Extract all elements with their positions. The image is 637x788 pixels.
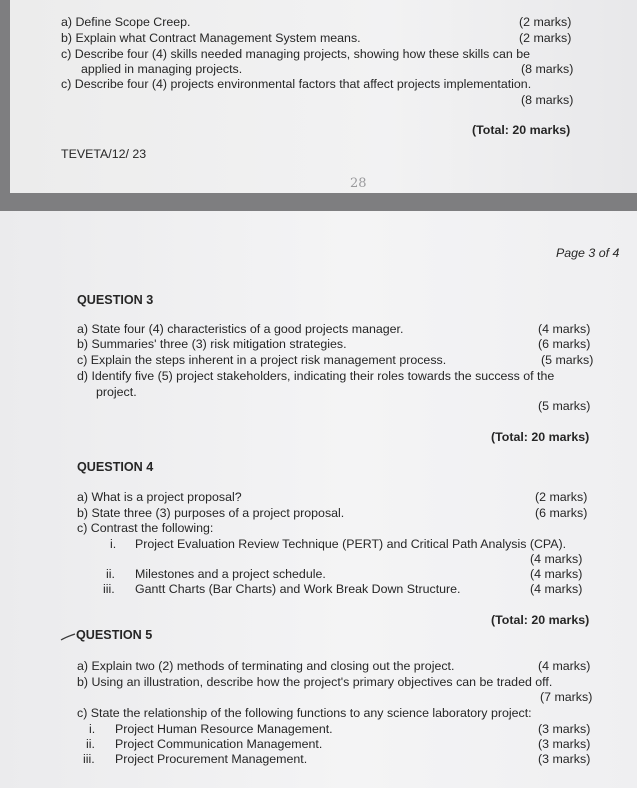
question-item-c: c) Describe four (4) skills needed managing projects, showing how these skills can be (61, 47, 531, 61)
marks: (4 marks) (530, 582, 583, 596)
subitem-number: i. (110, 537, 117, 551)
subitem: Milestones and a project schedule. (135, 567, 326, 581)
marks: (4 marks) (538, 322, 591, 336)
subitem: Project Procurement Management. (115, 752, 308, 766)
marks: (5 marks) (538, 399, 591, 413)
marks: (5 marks) (541, 353, 594, 367)
handwritten-page-number: 28 (350, 176, 367, 191)
question-item: c) State the relationship of the following functions to any science laboratory project: (77, 706, 532, 720)
marks: (6 marks) (535, 506, 588, 520)
subitem-number: iii. (103, 582, 115, 596)
marks: (3 marks) (538, 752, 591, 766)
subitem-number: ii. (106, 567, 115, 581)
marks: (3 marks) (538, 722, 591, 736)
subitem-number: i. (89, 722, 96, 736)
question-item: b) Using an illustration, describe how the project's primary objectives can be traded off. (77, 675, 553, 689)
question-5-title: QUESTION 5 (76, 628, 153, 642)
question-item: b) Summaries' three (3) risk mitigation strategies. (77, 337, 347, 351)
marks: (4 marks) (530, 567, 583, 581)
subitem: Project Human Resource Management. (115, 722, 333, 736)
subitem: Project Communication Management. (115, 737, 323, 751)
question-item-b: b) Explain what Contract Management System means. (61, 31, 361, 45)
subitem: Project Evaluation Review Technique (PERT) and Critical Path Analysis (CPA). (135, 537, 567, 551)
question-item: a) What is a project proposal? (77, 490, 242, 504)
question-item-c2: c) Describe four (4) projects environmental factors that affect projects implementation. (61, 77, 532, 91)
marks: (6 marks) (538, 337, 591, 351)
question-item: a) State four (4) characteristics of a good projects manager. (77, 322, 404, 336)
marks: (7 marks) (540, 690, 593, 704)
question-item: d) Identify five (5) project stakeholders, indicating their roles towards the success of the (77, 369, 555, 383)
question-item-a: a) Define Scope Creep. (61, 15, 191, 29)
question-4-title: QUESTION 4 (77, 460, 154, 474)
subitem: Gantt Charts (Bar Charts) and Work Break Down Structure. (135, 582, 461, 596)
question-item-c-cont: applied in managing projects. (81, 62, 243, 76)
total-marks: (Total: 20 marks) (491, 613, 590, 627)
page-number: Page 3 of 4 (556, 246, 620, 260)
question-3-title: QUESTION 3 (77, 293, 154, 307)
total-marks: (Total: 20 marks) (491, 430, 590, 444)
marks: (2 marks) (519, 15, 572, 29)
question-item-cont: project. (96, 385, 137, 399)
marks: (4 marks) (538, 659, 591, 673)
subitem-number: iii. (83, 752, 95, 766)
marks: (2 marks) (535, 490, 588, 504)
question-item: c) Explain the steps inherent in a project risk management process. (77, 353, 447, 367)
total-marks: (Total: 20 marks) (472, 123, 571, 137)
question-item: c) Contrast the following: (77, 521, 214, 535)
question-item: b) State three (3) purposes of a project proposal. (77, 506, 345, 520)
marks: (2 marks) (519, 31, 572, 45)
marks: (3 marks) (538, 737, 591, 751)
subitem-number: ii. (86, 737, 95, 751)
marks: (4 marks) (530, 552, 583, 566)
marks: (8 marks) (521, 62, 574, 76)
document-code: TEVETA/12/ 23 (61, 147, 147, 161)
marks: (8 marks) (521, 93, 574, 107)
pen-mark (60, 632, 76, 642)
question-item: a) Explain two (2) methods of terminating and closing out the project. (77, 659, 455, 673)
